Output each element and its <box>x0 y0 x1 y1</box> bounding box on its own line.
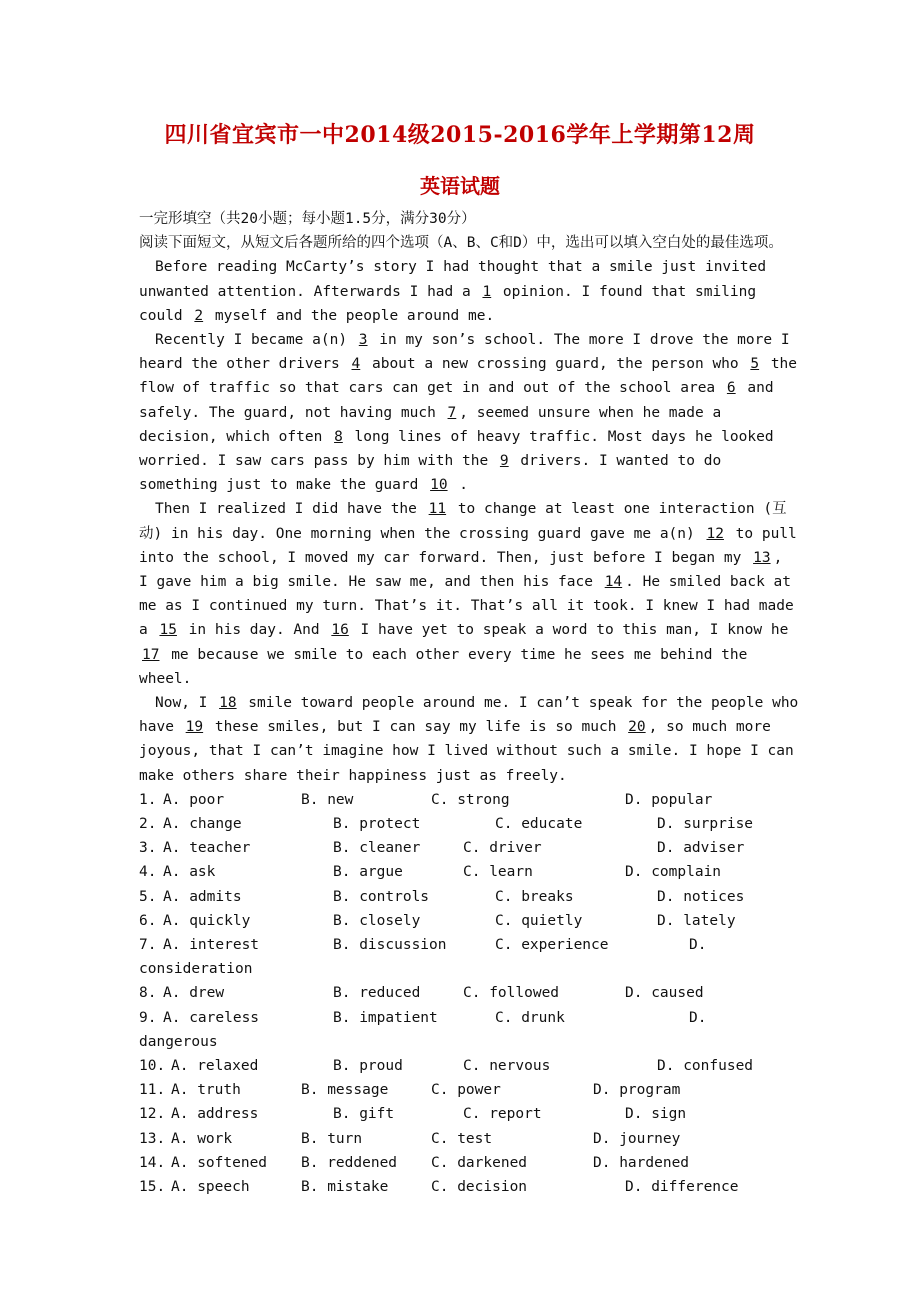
option-d-continuation: consideration <box>139 961 253 978</box>
question-number: 13. <box>139 1130 166 1147</box>
option-row <box>139 1151 799 1175</box>
passage-text: long lines of heavy traffic. Most days he looked worried. I saw cars pass by him with the <box>139 428 774 470</box>
option-d: D. <box>689 1009 707 1026</box>
question-number: 11. <box>139 1082 166 1099</box>
option-d: D. lately <box>657 912 736 929</box>
passage-text: and safely. The guard, not having much <box>139 380 774 421</box>
document-title: 四川省宜宾市一中2014级2015-2016学年上学期第12周 <box>164 122 756 148</box>
option-b: B. argue <box>333 864 403 881</box>
option-row <box>139 1175 799 1199</box>
question-number: 6. <box>139 912 157 929</box>
option-row <box>139 1054 799 1078</box>
option-a: A. drew <box>163 985 225 1002</box>
option-a: A. teacher <box>163 840 251 857</box>
option-d: D. difference <box>625 1178 739 1195</box>
option-c: C. test <box>431 1130 493 1147</box>
question-number: 1. <box>139 791 157 808</box>
option-c: C. power <box>431 1082 501 1099</box>
passage-text: in his day. And <box>179 622 329 639</box>
blank-number: 18 <box>219 695 237 712</box>
question-number: 5. <box>139 888 157 905</box>
option-a: A. change <box>163 816 242 833</box>
question-number: 9. <box>139 1009 157 1026</box>
options-list <box>139 788 799 1199</box>
option-b: B. reduced <box>333 985 421 1002</box>
question-number: 14. <box>139 1154 166 1171</box>
option-c: C. driver <box>463 840 542 857</box>
passage-text: about a new crossing guard, the person who <box>363 356 748 373</box>
passage-text: to pull into the school, I moved my car forward. Then, just before I began my <box>139 525 797 566</box>
question-number: 8. <box>139 985 157 1002</box>
question-number: 10. <box>139 1057 166 1074</box>
option-b: B. impatient <box>333 1009 438 1026</box>
passage-text: . He smiled back at me as I continued my turn. That’s it. That’s all it took. I knew I had made a <box>139 574 794 639</box>
question-number: 15. <box>139 1178 166 1195</box>
option-row <box>139 1006 799 1030</box>
passage-text: I have yet to speak a word to this man, I know he <box>351 622 789 639</box>
blank-number: 6 <box>726 380 736 397</box>
option-b: B. proud <box>333 1057 403 1074</box>
passage-text: , so much more joyous, that I can’t imagine how I lived without such a smile. I hope I can make others share their happiness just as freely. <box>139 719 794 784</box>
option-row <box>139 885 799 909</box>
option-b: B. closely <box>333 912 421 929</box>
option-c: C. strong <box>431 791 510 808</box>
passage-text: myself and the people around me. <box>206 307 495 324</box>
blank-number: 13 <box>753 549 771 566</box>
option-d: D. popular <box>625 791 713 808</box>
option-c: C. breaks <box>495 888 574 905</box>
blank-number: 5 <box>750 356 760 373</box>
blank-number: 3 <box>358 332 368 349</box>
passage-text: me because we smile to each other every time he sees me behind the wheel. <box>139 646 748 687</box>
passage-text: smile toward people around me. I can’t speak for the people who have <box>139 695 799 736</box>
option-c: C. nervous <box>463 1057 551 1074</box>
passage-text: Recently I became a(n) <box>155 332 356 349</box>
option-row <box>139 788 799 812</box>
option-a: A. work <box>171 1130 233 1147</box>
option-d: D. sign <box>625 1106 687 1123</box>
option-row <box>139 909 799 933</box>
option-a: A. admits <box>163 888 242 905</box>
blank-number: 4 <box>351 356 361 373</box>
blank-number: 11 <box>428 501 447 518</box>
option-d: D. caused <box>625 985 704 1002</box>
option-b: B. cleaner <box>333 840 421 857</box>
option-c: C. followed <box>463 985 560 1002</box>
question-number: 4. <box>139 864 157 881</box>
blank-number: 10 <box>430 477 448 494</box>
question-number: 2. <box>139 816 157 833</box>
option-d: D. adviser <box>657 840 745 857</box>
option-c: C. decision <box>431 1178 528 1195</box>
option-d: D. surprise <box>657 816 754 833</box>
blank-number: 17 <box>142 646 160 663</box>
option-a: A. interest <box>163 937 260 953</box>
option-a: A. ask <box>163 864 216 881</box>
passage-text: to change at least one interaction (互动) in his day. One morning when the crossing guard gave me a(n) <box>139 501 787 542</box>
option-d: D. journey <box>593 1130 681 1147</box>
passage-text: Before reading McCarty’s story I had thought that a smile just invited unwanted attention. Afterwards I had a <box>139 259 767 300</box>
option-d: D. hardened <box>593 1154 690 1171</box>
blank-number: 8 <box>334 428 343 445</box>
option-c: C. learn <box>463 864 533 881</box>
passage-paragraph-2 <box>139 328 799 497</box>
passage-text: , seemed unsure when he made a decision, which often <box>139 404 722 445</box>
option-row <box>139 836 799 860</box>
passage-text: . <box>450 477 469 494</box>
passage-text: in my son’s school. The more I drove the more I heard the other drivers <box>139 332 790 373</box>
blank-number: 20 <box>628 719 646 736</box>
option-d: D. confused <box>657 1057 754 1074</box>
option-c: C. darkened <box>431 1154 528 1171</box>
section-heading: 一完形填空（共20小题；每小题1.5分，满分30分） <box>139 211 476 227</box>
option-b: B. discussion <box>333 937 447 953</box>
blank-number: 14 <box>604 574 623 591</box>
option-row <box>139 860 799 884</box>
option-b: B. gift <box>333 1106 395 1123</box>
option-b: B. message <box>301 1082 389 1099</box>
document-subtitle: 英语试题 <box>420 174 500 198</box>
passage-text: drivers. I wanted to do something just to make the guard <box>139 453 722 494</box>
passage-text: Now, I <box>155 695 217 712</box>
passage-text: , I gave him a big smile. He saw me, and then his face <box>139 549 783 591</box>
option-a: A. relaxed <box>171 1057 259 1074</box>
option-a: A. speech <box>171 1178 250 1195</box>
option-row <box>139 1102 799 1126</box>
option-c: C. quietly <box>495 912 583 929</box>
option-d: D. <box>689 937 707 953</box>
option-c: C. experience <box>495 937 609 953</box>
blank-number: 15 <box>159 622 177 639</box>
option-row <box>139 981 799 1005</box>
option-b: B. reddened <box>301 1154 398 1171</box>
option-b: B. mistake <box>301 1178 389 1195</box>
option-c: C. educate <box>495 816 583 833</box>
section-instruction: 阅读下面短文，从短文后各题所给的四个选项（A、B、C和D）中，选出可以填入空白处的最佳选项。 <box>139 235 783 252</box>
option-b: B. controls <box>333 888 430 905</box>
blank-number: 2 <box>194 307 204 324</box>
option-d: D. complain <box>625 864 722 881</box>
blank-number: 9 <box>499 453 509 470</box>
option-a: A. careless <box>163 1009 260 1026</box>
option-c: C. drunk <box>495 1009 565 1026</box>
option-a: A. truth <box>171 1082 241 1099</box>
passage-text: these smiles, but I can say my life is so much <box>206 719 626 736</box>
option-b: B. new <box>301 791 354 808</box>
option-d-continuation: dangerous <box>139 1033 218 1050</box>
blank-number: 19 <box>185 719 204 736</box>
option-row <box>139 812 799 836</box>
passage-paragraph-3 <box>139 497 799 691</box>
passage-paragraph-1 <box>139 255 799 328</box>
passage-text: Then I realized I did have the <box>155 501 426 518</box>
option-row <box>139 1078 799 1102</box>
option-d: D. notices <box>657 888 745 905</box>
blank-number: 7 <box>447 404 457 421</box>
option-d: D. program <box>593 1082 681 1099</box>
option-c: C. report <box>463 1106 542 1123</box>
option-b: B. turn <box>301 1130 363 1147</box>
document-body <box>139 207 799 1199</box>
blank-number: 1 <box>482 283 492 300</box>
option-a: A. quickly <box>163 912 251 929</box>
question-number: 7. <box>139 937 157 953</box>
option-a: A. address <box>171 1106 259 1123</box>
option-a: A. softened <box>171 1154 268 1171</box>
blank-number: 16 <box>331 622 349 639</box>
option-row <box>139 1127 799 1151</box>
question-number: 3. <box>139 840 157 857</box>
option-a: A. poor <box>163 791 225 808</box>
passage-text: opinion. I found that smiling could <box>139 283 757 324</box>
option-b: B. protect <box>333 816 421 833</box>
question-number: 12. <box>139 1106 166 1123</box>
passage-text: the flow of traffic so that cars can get in and out of the school area <box>139 356 798 397</box>
passage-paragraph-4 <box>139 691 799 788</box>
blank-number: 12 <box>706 525 724 542</box>
option-row <box>139 933 799 957</box>
